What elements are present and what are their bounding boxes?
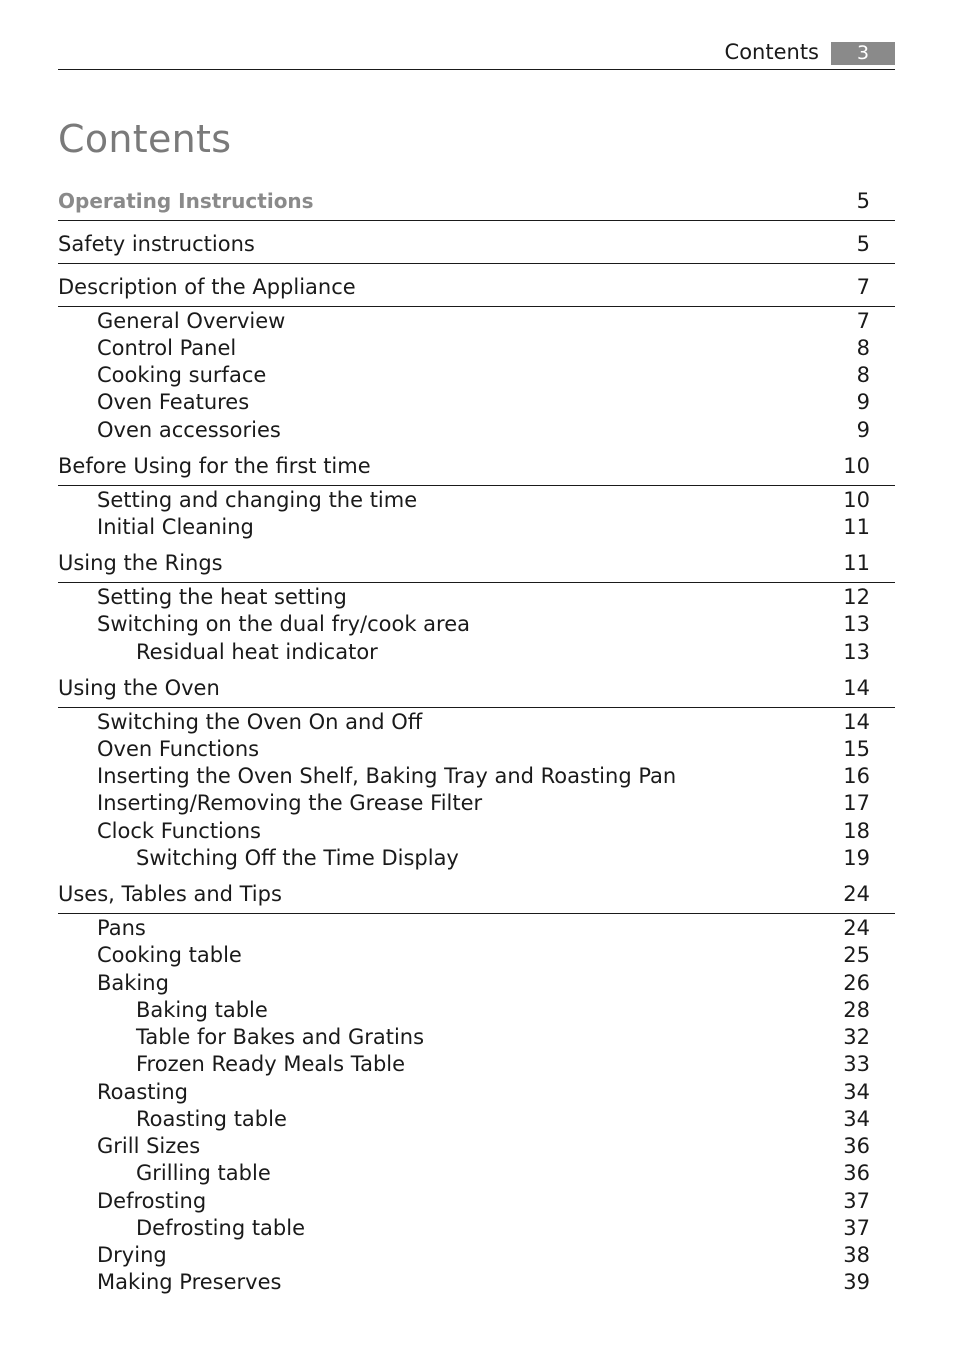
page-number-badge: 3 xyxy=(831,42,895,65)
toc-entry[interactable] xyxy=(58,1106,895,1133)
toc-entry-label: Switching Off the Time Display xyxy=(136,846,459,870)
toc-entry-label: Residual heat indicator xyxy=(136,640,378,664)
toc-entry[interactable] xyxy=(58,997,895,1024)
toc-entry-page: 24 xyxy=(843,916,870,940)
toc-entry-label: Switching the Oven On and Off xyxy=(97,710,423,734)
toc-entry[interactable] xyxy=(58,1024,895,1051)
toc-entry[interactable] xyxy=(58,915,895,942)
toc-entry-label: Defrosting table xyxy=(136,1216,306,1240)
toc-entry-page: 39 xyxy=(843,1270,870,1294)
running-header xyxy=(58,36,895,70)
toc-entry[interactable] xyxy=(58,1133,895,1160)
toc-entry-page: 11 xyxy=(843,551,870,575)
toc-entry-label: Cooking surface xyxy=(97,363,267,387)
toc-entry-label: Drying xyxy=(97,1243,167,1267)
toc-entry-page: 12 xyxy=(843,585,870,609)
toc-entry[interactable] xyxy=(58,639,895,666)
toc-entry-label: Roasting xyxy=(97,1080,189,1104)
toc-entry-page: 37 xyxy=(843,1216,870,1240)
toc-entry[interactable] xyxy=(58,389,895,416)
toc-entry-page: 9 xyxy=(856,418,870,442)
toc-entry-page: 14 xyxy=(843,710,870,734)
toc-section-entry[interactable] xyxy=(58,550,895,583)
toc-entry[interactable] xyxy=(58,584,895,611)
toc-entry-page: 32 xyxy=(843,1025,870,1049)
toc-entry-label: Description of the Appliance xyxy=(58,275,356,299)
toc-entry-label: Baking table xyxy=(136,998,268,1022)
toc-entry-page: 5 xyxy=(856,189,870,213)
toc-entry[interactable] xyxy=(58,845,895,872)
toc-entry[interactable] xyxy=(58,970,895,997)
toc-entry[interactable] xyxy=(58,1051,895,1078)
toc-entry-page: 34 xyxy=(843,1080,870,1104)
toc-entry[interactable] xyxy=(58,611,895,638)
toc-entry-page: 14 xyxy=(843,676,870,700)
toc-entry-label: Defrosting xyxy=(97,1189,207,1213)
toc-entry[interactable] xyxy=(58,487,895,514)
toc-entry-page: 26 xyxy=(843,971,870,995)
toc-entry[interactable] xyxy=(58,736,895,763)
toc-section-entry[interactable] xyxy=(58,188,895,221)
toc-entry-label: Setting and changing the time xyxy=(97,488,418,512)
toc-entry-page: 8 xyxy=(856,363,870,387)
toc-entry-label: Inserting the Oven Shelf, Baking Tray and Roasting Pan xyxy=(97,764,677,788)
toc-entry-label: Roasting table xyxy=(136,1107,287,1131)
toc-entry-label: Using the Rings xyxy=(58,551,223,575)
toc-entry-page: 10 xyxy=(843,454,870,478)
toc-entry-label: Setting the heat setting xyxy=(97,585,347,609)
toc-entry-page: 13 xyxy=(843,612,870,636)
toc-section-entry[interactable] xyxy=(58,675,895,708)
toc-entry-label: Cooking table xyxy=(97,943,242,967)
toc-section-entry[interactable] xyxy=(58,881,895,914)
toc-entry[interactable] xyxy=(58,790,895,817)
toc-section-entry[interactable] xyxy=(58,231,895,264)
toc-entry-label: Table for Bakes and Gratins xyxy=(136,1025,425,1049)
toc-entry-page: 13 xyxy=(843,640,870,664)
toc-entry-label: Baking xyxy=(97,971,169,995)
toc-entry-page: 7 xyxy=(856,309,870,333)
toc-entry-label: Grill Sizes xyxy=(97,1134,201,1158)
toc-entry-label: Inserting/Removing the Grease Filter xyxy=(97,791,483,815)
toc-entry-page: 24 xyxy=(843,882,870,906)
toc-entry-page: 9 xyxy=(856,390,870,414)
toc-entry-label: Clock Functions xyxy=(97,819,261,843)
toc-entry-page: 19 xyxy=(843,846,870,870)
toc-entry[interactable] xyxy=(58,417,895,444)
toc-entry-label: Control Panel xyxy=(97,336,237,360)
toc-entry-page: 10 xyxy=(843,488,870,512)
toc-entry-label: Oven Features xyxy=(97,390,250,414)
toc-entry-label: Using the Oven xyxy=(58,676,220,700)
toc-entry-label: Uses, Tables and Tips xyxy=(58,882,282,906)
toc-entry[interactable] xyxy=(58,709,895,736)
toc-entry-page: 15 xyxy=(843,737,870,761)
toc-entry[interactable] xyxy=(58,818,895,845)
toc-entry-page: 5 xyxy=(856,232,870,256)
toc-entry[interactable] xyxy=(58,1079,895,1106)
toc-entry-label: Oven accessories xyxy=(97,418,281,442)
toc-entry[interactable] xyxy=(58,362,895,389)
toc-entry-label: Operating Instructions xyxy=(58,189,314,213)
toc-entry-label: Switching on the dual fry/cook area xyxy=(97,612,471,636)
toc-entry-label: Making Preserves xyxy=(97,1270,282,1294)
toc-entry-page: 17 xyxy=(843,791,870,815)
page-title: Contents xyxy=(58,117,232,161)
toc-entry-page: 25 xyxy=(843,943,870,967)
toc-entry[interactable] xyxy=(58,1160,895,1187)
toc-entry-label: Oven Functions xyxy=(97,737,260,761)
toc-entry-page: 16 xyxy=(843,764,870,788)
toc-entry[interactable] xyxy=(58,1269,895,1296)
toc-entry-page: 33 xyxy=(843,1052,870,1076)
toc-entry[interactable] xyxy=(58,1188,895,1215)
toc-entry-label: Initial Cleaning xyxy=(97,515,254,539)
toc-entry[interactable] xyxy=(58,763,895,790)
toc-entry-label: Grilling table xyxy=(136,1161,271,1185)
toc-entry-page: 28 xyxy=(843,998,870,1022)
toc-entry-label: Pans xyxy=(97,916,146,940)
toc-entry[interactable] xyxy=(58,308,895,335)
toc-entry[interactable] xyxy=(58,1242,895,1269)
toc-entry-page: 8 xyxy=(856,336,870,360)
toc-entry-page: 36 xyxy=(843,1161,870,1185)
toc-entry[interactable] xyxy=(58,514,895,541)
toc-entry-page: 36 xyxy=(843,1134,870,1158)
toc-section-entry[interactable] xyxy=(58,274,895,307)
toc-entry-label: Before Using for the first time xyxy=(58,454,371,478)
toc-entry-page: 38 xyxy=(843,1243,870,1267)
toc-entry[interactable] xyxy=(58,335,895,362)
toc-section-entry[interactable] xyxy=(58,453,895,486)
toc-entry-label: Frozen Ready Meals Table xyxy=(136,1052,406,1076)
toc-entry-page: 11 xyxy=(843,515,870,539)
toc-entry[interactable] xyxy=(58,942,895,969)
toc-entry-label: General Overview xyxy=(97,309,286,333)
toc-entry[interactable] xyxy=(58,1215,895,1242)
toc-entry-page: 34 xyxy=(843,1107,870,1131)
header-section-label: Contents xyxy=(724,40,819,64)
toc-entry-label: Safety instructions xyxy=(58,232,255,256)
toc-entry-page: 18 xyxy=(843,819,870,843)
toc-entry-page: 7 xyxy=(856,275,870,299)
toc-entry-page: 37 xyxy=(843,1189,870,1213)
